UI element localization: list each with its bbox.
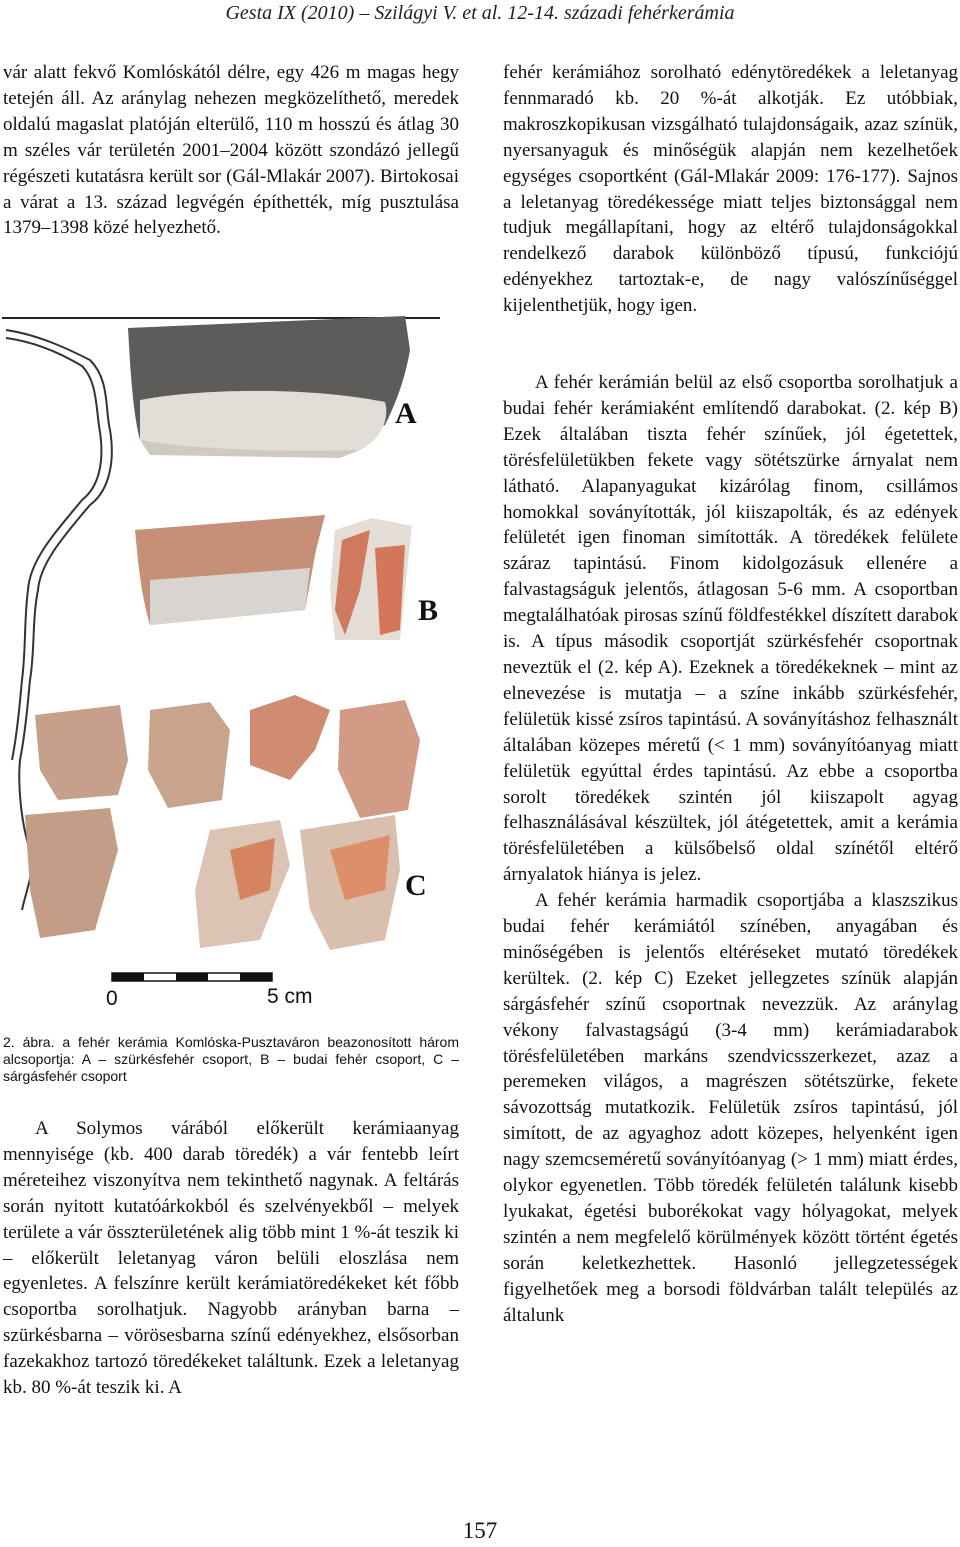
figure-image: [0, 290, 462, 1030]
sherd-c-2: [148, 702, 230, 808]
figure-label-a: A: [395, 397, 417, 430]
right-column-top: [503, 60, 958, 319]
sherd-c-3: [250, 695, 330, 780]
sherd-c-6: [195, 820, 290, 948]
sherd-c-4: [338, 700, 420, 818]
sherd-a: [128, 316, 410, 458]
sherd-c-1: [35, 705, 128, 800]
paragraph: A Solymos várából előkerült kerámiaanyag mennyisége (kb. 400 darab töredék) a vár fentebb leírt méreteihez viszonyítva nem tekinthető nagynak. A feltárás során nyitott kutatóárkokból és szelvényekből – melyek területe a vár összterületének alig több mint 1 %-át teszik ki – előkerült leletanyag váron belüli eloszlása nem egyenletes. A felszínre került kerámiatöredékeket két főbb csoportba sorolhatjuk. Nagyobb arányban barna – szürkésbarna – vörösesbarna színű edényekhez, elsősorban fazekakhoz tartozó töredékeket találtunk. Ezek a leletanyag kb. 80 %-át teszik ki. A: [3, 1118, 459, 1399]
left-column-bottom: [3, 1116, 459, 1401]
sherd-c-7: [300, 815, 400, 950]
figure-label-c: C: [405, 869, 427, 902]
right-column-main: [503, 370, 958, 1329]
left-column-top: [3, 60, 459, 241]
sherd-b-1: [135, 515, 325, 625]
paragraph: fehér kerámiához sorolható edénytöredékek a leletanyag fennmaradó kb. 20 %-át alkotják. Ez utóbbiak, makroszkopikusan vizsgálható tulajdonságaik, azaz színük, nyersanyaguk és minőségük alapján nem kezelhetőek egységes csoportként (Gál-Mlakár 2009: 176-177). Sajnos a leletanyag töredékessége miatt teljes biztonsággal nem tudjuk megállapítani, hogy az eltérő tulajdonságokkal rendelkező darabok különböző típusú, funkciójú edényekhez tartoztak-e, de nagy valószínűséggel kijelenthetjük, hogy igen.: [503, 62, 958, 317]
paragraph: A fehér kerámián belül az első csoportba sorolhatjuk a budai fehér kerámiaként említendő darabokat. (2. kép B) Ezek általában tiszta fehér színűek, jól égetettek, törésfelületükben fekete vagy sötétszürke árnyalat nem látható. Alapanyagukat kizárólag finom, csillámos homokkal soványították, jól kiiszapolták, és az edények felületét igen finoman simították. A töredékek felülete száraz tapintású. Finom kidolgozásuk ellenére a falvastagságuk jelentős, átlagosan 5-6 mm. A csoportban megtalálhatóak pirosas színű földfestékkel díszített darabok is. A típus második csoportját szürkésfehér csoportnak neveztük el (2. kép A). Ezeknek a töredékeknek – mint az elnevezése is mutatja – a színe inkább szürkésfehér, felületük kissé zsíros tapintású. A soványításhoz felhasznált általában közepes méretű (< 1 mm) soványítóanyag miatt felületük egyúttal érdes tapintású. Az ebbe a csoportba sorolt töredékek szintén jól kiiszapolt agyag felhasználásával készültek, jól átégetettek, amit a kerámia törésfelületében a külsőbelső oldal színétől eltérő árnyalatok hiánya is jelez.: [503, 372, 958, 886]
figure-2: [0, 290, 462, 1030]
figure-caption: 2. ábra. a fehér kerámia Komlóska-Pusztaváron beazonosított három alcsoportja: A – szürkésfehér csoport, B – budai fehér csoport, C – sárgásfehér csoport: [3, 1034, 459, 1084]
sherd-c-5: [25, 808, 118, 938]
running-header: Gesta IX (2010) – Szilágyi V. et al. 12-14. századi fehérkerámia: [225, 2, 735, 24]
figure-label-b: B: [418, 594, 439, 627]
page-number: 157: [462, 1518, 498, 1543]
paragraph: A fehér kerámia harmadik csoportjába a klaszszikus budai fehér kerámiától színében, anyagában és minőségében is jelentős eltéréseket mutató töredékek kerültek. (2. kép C) Ezeket jellegzetes színük alapján sárgásfehér színű csoportnak nevezzük. Az aránylag vékony falvastagságú (3-4 mm) kerámiadarabok törésfelületében markáns szendvicsszerkezet, azaz a peremeken világos, a magrészen sötétszürke, fekete sávozottság mutatkozik. Felületük zsíros tapintású, jól simított, de az agyaghoz adott közepes, helyenként igen nagy szemcseméretű soványítóanyag (> 1 mm) miatt érdes, olykor egyenetlen. Több töredék felületén találunk kisebb lyukakat, égetési buborékokat vagy hólyagokat, melyek szintén a nem megfelelő körülmények között történt égetés során keletkezhettek. Hasonló jellegzetességek figyelhetőek meg a borsodi földvárban talált település az általunk: [503, 890, 958, 1326]
scale-label-five: 5 cm: [267, 985, 313, 1008]
paragraph: vár alatt fekvő Komlóskától délre, egy 426 m magas hegy tetején áll. Az aránylag nehezen megközelíthető, meredek oldalú magaslat platóján elterülő, 110 m hosszú és átlag 30 m széles vár területén 2001–2004 között szondázó jellegű régészeti kutatásra került sor (Gál-Mlakár 2007). Birtokosai a várat a 13. század legvégén építhették, míg pusztulása 1379–1398 közé helyezhető.: [3, 62, 459, 239]
sherd-b-2: [330, 518, 412, 640]
scale-label-zero: 0: [106, 987, 118, 1010]
scale-bar: [112, 973, 272, 981]
